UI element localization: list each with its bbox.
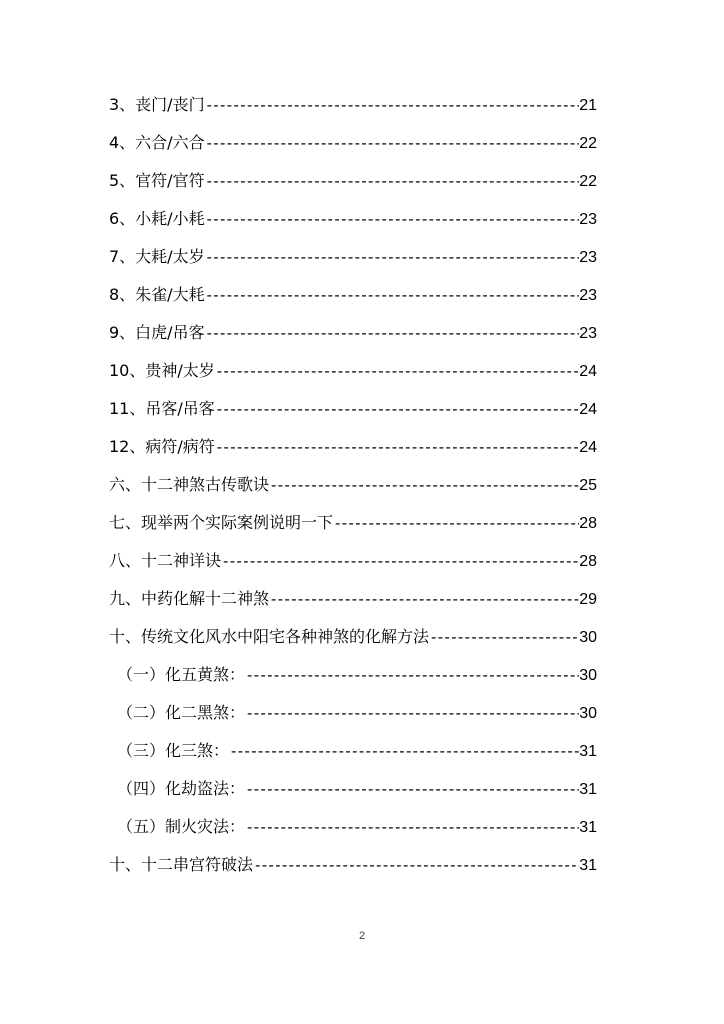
toc-leader (205, 284, 580, 308)
toc-entry-title: 9、白虎/吊客 (109, 323, 205, 342)
toc-leader (215, 360, 579, 384)
toc-entry-page: 29 (579, 591, 597, 608)
toc-leader (205, 208, 580, 232)
toc-leader (205, 246, 580, 270)
toc-leader (221, 550, 579, 574)
toc-leader (245, 664, 579, 688)
toc-leader (205, 132, 580, 156)
toc-entry-title: 十、十二串宫符破法 (109, 855, 254, 874)
toc-entry-page: 24 (579, 439, 597, 456)
toc-leader (205, 322, 580, 346)
toc-leader (269, 474, 579, 498)
toc-leader (269, 588, 579, 612)
toc-entry-page: 31 (579, 857, 597, 874)
toc-leader (215, 436, 579, 460)
toc-entry[interactable] (109, 625, 597, 649)
toc-entry-page: 23 (579, 325, 597, 342)
toc-entry[interactable] (117, 777, 597, 801)
toc-leader (333, 512, 579, 536)
toc-entry-title: （四）化劫盗法： (117, 779, 246, 798)
toc-entry-title: 九、中药化解十二神煞 (109, 589, 270, 608)
toc-entry[interactable] (109, 245, 597, 269)
toc-entry[interactable] (109, 473, 597, 497)
toc-entry-page: 23 (579, 287, 597, 304)
toc-entry[interactable] (109, 359, 597, 383)
toc-leader (205, 94, 580, 118)
toc-entry-page: 21 (579, 97, 597, 114)
toc-leader (245, 816, 579, 840)
toc-entry[interactable] (109, 283, 597, 307)
toc-leader (245, 778, 579, 802)
toc-entry-title: 6、小耗/小耗 (109, 209, 205, 228)
toc-entry[interactable] (117, 663, 597, 687)
toc-entry-page: 28 (579, 553, 597, 570)
toc-entry-title: （三）化三煞： (117, 741, 230, 760)
toc-entry[interactable] (117, 739, 597, 763)
toc-entry-title: 八、十二神详诀 (109, 551, 222, 570)
toc-entry[interactable] (109, 321, 597, 345)
toc-entry-title: 3、丧门/丧门 (109, 95, 205, 114)
toc-entry-page: 30 (579, 629, 597, 646)
toc-entry-page: 22 (579, 135, 597, 152)
toc-entry-page: 25 (579, 477, 597, 494)
toc-entry-page: 28 (579, 515, 597, 532)
toc-entry-title: （二）化二黑煞： (117, 703, 246, 722)
toc-leader (429, 626, 579, 650)
toc-entry-page: 22 (579, 173, 597, 190)
toc-leader (253, 854, 579, 878)
toc-leader (229, 740, 579, 764)
toc-entry-title: 11、吊客/吊客 (109, 399, 215, 418)
toc-entry-title: 十、传统文化风水中阳宅各种神煞的化解方法 (109, 627, 430, 646)
toc-entry[interactable] (109, 549, 597, 573)
toc-entry-page: 30 (579, 667, 597, 684)
toc-entry[interactable] (109, 397, 597, 421)
toc-entry-title: （五）制火灾法： (117, 817, 246, 836)
toc-entry-page: 23 (579, 211, 597, 228)
toc-entry[interactable] (109, 207, 597, 231)
toc-entry-title: 5、官符/官符 (109, 171, 205, 190)
toc-entry-title: （一）化五黄煞： (117, 665, 246, 684)
toc-entry-title: 8、朱雀/大耗 (109, 285, 205, 304)
toc-entry-title: 10、贵神/太岁 (109, 361, 215, 380)
toc-leader (215, 398, 579, 422)
toc-entry[interactable] (109, 131, 597, 155)
toc-entry-title: 12、病符/病符 (109, 437, 215, 456)
toc-entry[interactable] (117, 701, 597, 725)
toc-entry[interactable] (109, 435, 597, 459)
toc-entry-title: 六、十二神煞古传歌诀 (109, 475, 270, 494)
toc-entry[interactable] (109, 169, 597, 193)
toc-entry[interactable] (109, 93, 597, 117)
toc-entry-page: 30 (579, 705, 597, 722)
toc-entry-page: 23 (579, 249, 597, 266)
toc-entry-title: 4、六合/六合 (109, 133, 205, 152)
toc-entry[interactable] (109, 853, 597, 877)
toc-entry[interactable] (117, 815, 597, 839)
toc-entry-page: 31 (579, 819, 597, 836)
toc-entry-page: 24 (579, 401, 597, 418)
toc-leader (205, 170, 580, 194)
toc-entry-page: 31 (579, 781, 597, 798)
toc-entry-page: 31 (579, 743, 597, 760)
toc-entry-page: 24 (579, 363, 597, 380)
toc-entry-title: 七、现举两个实际案例说明一下 (109, 513, 334, 532)
toc-entry[interactable] (109, 511, 597, 535)
toc-leader (245, 702, 579, 726)
toc-entry-title: 7、大耗/太岁 (109, 247, 205, 266)
toc-entry[interactable] (109, 587, 597, 611)
page-number: 2 (358, 930, 366, 942)
